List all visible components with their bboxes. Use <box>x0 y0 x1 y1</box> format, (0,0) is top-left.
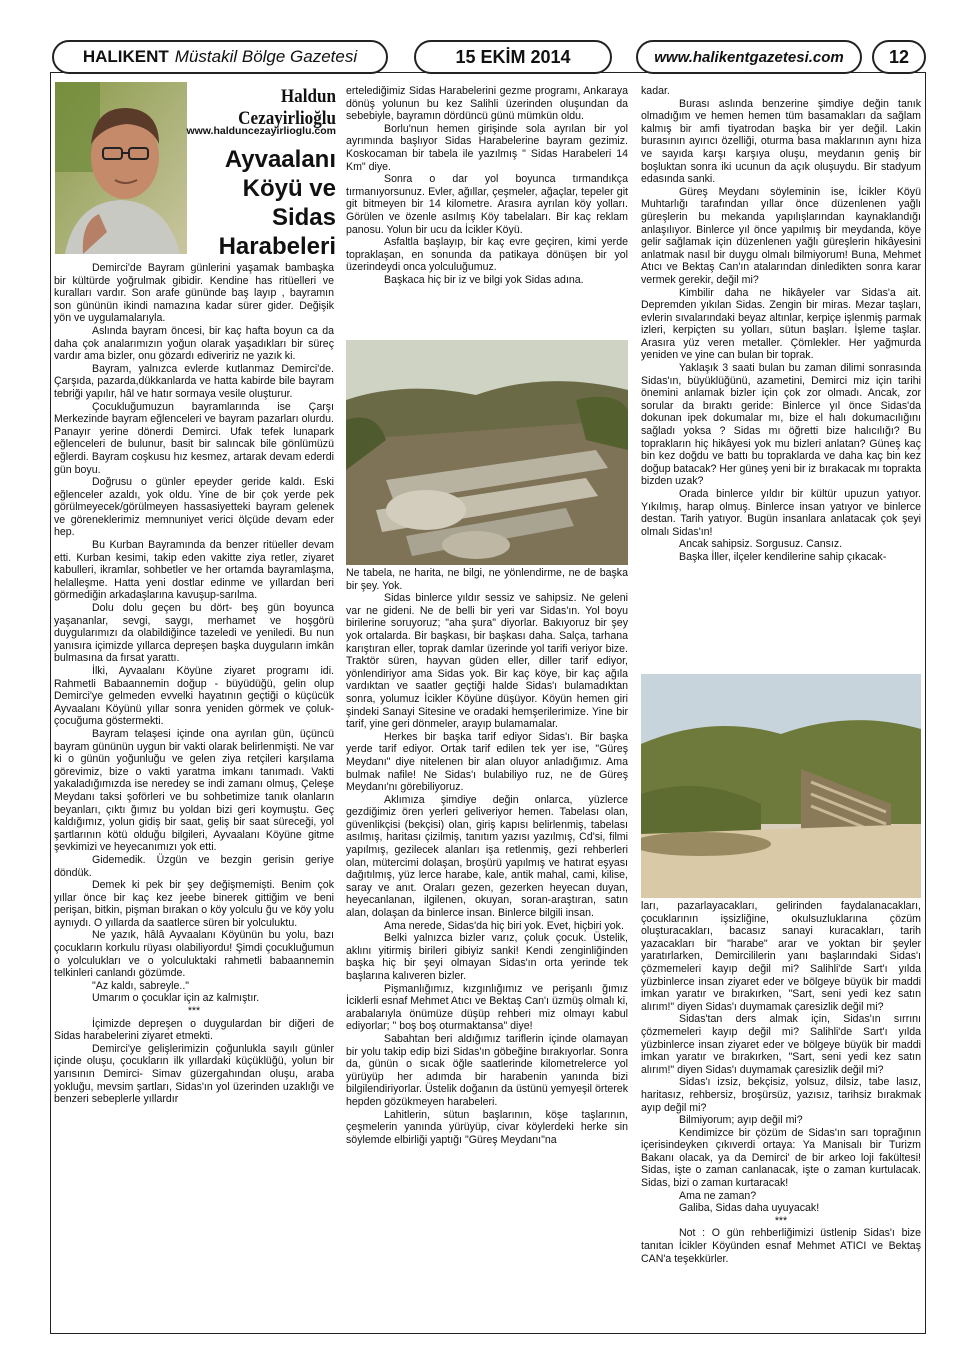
article-paragraph: Kendimizce bir çözüm de Sidas'ın sarı toprağının içerisindeyken çıkıverdi ortaya: Ya Manisalı bir Turizm Bakanı olacak, ya da Demirci' de bir arkeo loji fakültesi! Sidas, işte o zaman canlanacak, işte o zaman kurtulacak. Sidas, bizi o zaman kurtaracak! <box>641 1126 921 1190</box>
article-paragraph: Ne tabela, ne harita, ne bilgi, ne yönlendirme, ne de başka bir şey. Yok. <box>346 567 628 592</box>
article-paragraph: Sidas binlerce yıldır sessiz ve sahipsiz. Ne geleni var ne gideni. Ne de belli bir yeri var Sidas'ın. Yol boyu birilerine soruyoruz; "aha şura" diyorlar. Bakıyoruz bir şey yok ortalarda. Bir başkası, bir başkası daha. Salça, tarhana karıştıran eller, toprak damlar üzerinde yol tarifi veriyor bize. Traktör süren, hayvan güden eller, diller tarif ediyor, yönlendiriyor ama Sidas yok. Bir kaç köye, bir kaç ağıla vardıktan ve saatler geçtiği halde Sidas'ı bulamadıktan sonra, yolumuz İcikler Köyüne düşüyor. Köyün hemen giri şindeki Sanayi Sitesine ve oradaki hemşerilerimize. Yine bir tarif, yine geri dönmeler, arayıp bulamamalar. <box>346 592 628 731</box>
article-paragraph: İçimizde depreşen o duygulardan bir diğeri de Sidas harabelerini ziyaret etmekti. <box>54 1017 334 1043</box>
article-paragraph: Gidemedik. Üzgün ve bezgin gerisin geriye döndük. <box>54 853 334 879</box>
article-paragraph: Ancak sahipsiz. Sorgusuz. Cansız. <box>679 538 843 551</box>
page-number: 12 <box>888 46 910 67</box>
article-paragraph: Güreş Meydanı söyleminin ise, İcikler Köyü Muhtarlığı tarafından yıllar önce düzenlenen yağlı güreşlerin bu mekanda yapılışlarından kaynaklandığı anlaşılıyor. Binlerce yıl önce yapılmış bir meydanda, köye gelir sağlamak için düzenlenen yağlı güreşlerin hikâyesini anlatmak nasıl bir duygu olmalı bilmiyorum! Buna, Mehmet Atıcı ve Bektaş Can'ın atalarından dinledikten sonra karar vermek gerekir, değil mi? <box>641 185 921 286</box>
article-paragraph: Yaklaşık 3 saati bulan bu zaman dilimi sonrasında Sidas'ın, büyüklüğünü, azametini, Demirci miz için tarihi önemini anlamak bizler için çok zor olmadı. Ancak, zor sorular da bıraktı geride: Binlerce yıl önce Sidas'da dokunan ipek dokumalar mı, bize el halı dokumacılığını sağladı yoksa ? Sidas mı öğretti bize halıcılığı? Bu toprakların hiç hikâyesi yok mu bizleri anlatan? Güneş kaç bin kez doğdu ve battı bu topraklarda ve daha kaç bin kez doğup batacak? Her güneş yeni bir iz bırakacak mı toprakta bizden uzak? <box>641 362 921 488</box>
article-paragraph: *** <box>187 1005 201 1018</box>
article-paragraph: Çocukluğumuzun bayramlarında ise Çarşı Merkezinde bayram eğlenceleri ve bayram pazarları olurdu. Panayır yerine dönerdi Demirci. Ufak tefek lunapark eğlenceleri de bulunur, basit bir salıncak bile gönlümüzü eğlerdi. Bayram coşkusu hız kesmez, artarak devam ederdi gün boyu. <box>54 400 334 476</box>
article-column-2-top <box>346 85 628 337</box>
guresh-meydani-photo <box>641 674 921 898</box>
article-paragraph: ları, pazarlayacakları, gelirinden faydalanacakları, çocuklarının işsizliğine, okulsuzluklarına çözüm oluşturacakları, bacasız sanayi kuracakları, tarih yazacakları bir "harabe" arar ve yoktan bir şeyler yaratırlarken, Demircililerin yanı başlarındaki Sidas'ı çözmemeleri kayıp değil mi? Salihli'de Sart'ı yılda yüzbinlerce insan ziyaret eder ve bölgeye büyük bir maddi imkan yaratır ve bırakırken, "Sart, seni yedi kez satın alırım!" diyen Sidas'ı duymamak çaresizlik değil mi? <box>641 900 921 1013</box>
article-paragraph: Ama nerede, Sidas'da hiç biri yok. Evet, hiçbiri yok. <box>384 919 624 932</box>
article-paragraph: Ne yazık, hâlâ Ayvaalanı Köyünün bu yolu, bazı çocukların korkulu rüyası olabiliyordu! Şimdi çocukluğumun o yolculukları ve o yolculuktaki rahmetli babaannemin telkinleri canlandı gözümde. <box>54 929 334 980</box>
article-paragraph: Aklımıza şimdiye değin onlarca, yüzlerce gezdiğimiz ören yerleri geliveriyor hemen. Tabelası olan, güvenlikçisi (bekçisi) olan, giriş kapısı belirlenmiş, tabelası asılmış, haritası çizilmiş, tanıtım yazısı yazılmış, Cd'si, filmi yapılmış, gezilecek alanları işa retlenmiş, gezi rehberleri olan, mütercimi dolaşan, broşürü yapılmış ve hatırat eşyası dağıtılmış, yüz lerce harabe, kale, antik mahal, cami, kilise, saray ve anıt. Oraları gezen, gezerken heyecan duyan, heyecanlanan, ilgilenen, okuyan, soran-araştıran, satın alan, dolaşan da binlerce insan. Binlerce bilgili insan. <box>346 793 628 920</box>
author-name: Haldun Cezayirlioğlu <box>238 86 336 129</box>
article-paragraph: Ama ne zaman? <box>679 1189 757 1202</box>
article-paragraph: Borlu'nun hemen girişinde sola ayrılan bir yol ayrımında başlıyor Sidas Harabelerine bayram gezimiz. Koskocaman bir tabela ile yazılmış " Sidas Harabeleri 14 Km" diye. <box>346 122 628 173</box>
article-paragraph: Belki yalnızca bizler varız, çoluk çocuk. Üstelik, aklını yitirmiş birileri gibiyiz sanki! Kendi zenginliğinden başka hiç bir şeyi olmayan Sidas'ın orta yerinde tek başlarına kalıveren bizler. <box>346 932 628 982</box>
author-photo <box>55 82 187 254</box>
article-paragraph: Sonra o dar yol boyunca tırmandıkça tırmanıyorsunuz. Evler, ağıllar, çeşmeler, ağaçlar, tepeler git git bitmeyen bir 14 kilometre. Arasıra ayrılan köy yolları. Görülen ve özenle asılmış Köy tabelaları. Bir kaç reklam panosu. Yolun bir ucu da İcikler Köyü. <box>346 173 628 236</box>
article-paragraph: Kimbilir daha ne hikâyeler var Sidas'a ait. Depremden yıkılan Sidas. Zengin bir miras. Mezar taşları, evlerin sıvalarındaki beyaz altınlar, kerpiçe işlenmiş parmak izleri, kerpiçten su yolları, sütun başları. İşleme taşlar. Arasıra yüz veren metaller. Çömlekler. Her yağmurda yeniden ve yine can bulan bir toprak. <box>641 286 921 362</box>
article-column-2-bottom <box>346 567 628 1312</box>
article-paragraph: Dolu dolu geçen bu dört- beş gün boyunca yaşananlar, sevgi, saygı, merhamet ve hoşgörü duygularımızı da olabildiğince tazeledi ve yeniledi. Bu nun yanısıra içimizde yıllarca depreşen başka duyguların imkân bulmasına da fırsat yarattı. <box>54 602 334 665</box>
newspaper-website: www.halikentgazetesi.com <box>654 48 844 66</box>
article-column-3-bottom <box>641 900 921 1312</box>
headline-line: Harabeleri <box>218 233 336 260</box>
masthead-pill <box>52 40 388 74</box>
article-paragraph: Orada binlerce yıldır bir kültür upuzun yatıyor. Yıkılmış, harap olmuş. Binlerce insan yatıyor ve binlerce destan. Tarih yatıyor. Bugün insanlara anlatacak çok şeyi olmalı Sidas'ın! <box>641 488 921 538</box>
stone-steps-photo-icon <box>346 340 628 565</box>
brand-subtitle: Müstakil Bölge Gazetesi <box>174 47 358 66</box>
article-paragraph: Galiba, Sidas daha uyuyacak! <box>679 1202 820 1215</box>
article-column-3-top <box>641 85 921 671</box>
article-paragraph: Demek ki pek bir şey değişmemişti. Benim çok yıllar önce bir kaç kez jeebe binerek gittiğim ve beni perişan, bitkin, pişman bırakan o köy yolculu ğu ve köy yolu aynıydı. O yıllarda da saatlerce süren bir yolculuktu. <box>54 879 334 929</box>
article-paragraph: Herkes bir başka tarif ediyor Sidas'ı. Bir başka yerde tarif ediyor. Ortak tarif edilen tek yer ise, "Güreş Meydanı" diye nitelenen bir alan oluyor anladığımız. Ama bulmak nafile! Ne Sidas'ı bulabiliyo ruz, ne de Güreş Meydanı'nı görebiliyoruz. <box>346 730 628 794</box>
article-paragraph: Başkaca hiç bir iz ve bilgi yok Sidas adına. <box>384 273 584 286</box>
article-paragraph: ertelediğimiz Sidas Harabelerini gezme programı, Ankaraya dönüş yolunun bu kez Salihli üzerinden oluşundan da sebebiyle, bayramın dördüncü günü mümkün oldu. <box>346 85 628 123</box>
article-paragraph: "Az kaldı, sabreyle.." <box>92 979 190 992</box>
article-column-1 <box>54 262 334 1312</box>
article-paragraph: Bayram telaşesi içinde ona ayrılan gün, üçüncü bayram gününün uygun bir vakti olarak belirlenmişti. Ne var ki o günün yoğunluğu ve gelen ziya retçileri karşılama görevimiz, bize o vakti yaratma imkanı tanımadı. Vakti yakaladığımızda ise neredey se indi zamanı olmuş, Çeleşe Meydanı taksi şoförleri ve bu sohbetimize tanık olanların beyanları, çıktı ğımız bu yoldan bizi geri koymuştu. Geç kaldığımız, yolun gidiş bir saat, geliş bir saat süreceği, yol şartlarının kötü olduğu bilgileri, Ayvaalanı Köyüne gitme şevkimizi ve heyecanımızı yok etti. <box>54 727 334 854</box>
article-paragraph: Demirci'de Bayram günlerini yaşamak bambaşka bir kültürde yoğrulmak gibidir. Kendine has ritüelleri ve kuralları vardır. Son arafe gününde baş layıp , bayramın son gününün ikindi namazına kadar sürer gider. Değişik yön ve uygulamalarıyla. <box>54 262 334 325</box>
headline-line: Köyü ve <box>242 175 336 202</box>
article-paragraph: İlki, Ayvaalanı Köyüne ziyaret programı idi. Rahmetli Babaannemin doğup - büyüdüğü, gelin olup Demirci'ye gelmeden evvelki hayatının geçtiği o küçücük Ayvaalanı Köyünü yıllar sonra yeniden görmek ve çoluk-çocuğuma göstermekti. <box>54 665 334 728</box>
article-paragraph: *** <box>774 1214 788 1227</box>
author-website: www.halduncezayirlioglu.com <box>186 125 336 137</box>
article-paragraph: Umarım o çocuklar için az kalmıştır. <box>92 992 260 1005</box>
article-paragraph: Bu Kurban Bayramında da benzer ritüeller devam etti. Kurban kesimi, takip eden vakitte ziya retler, ziyaret kabulleri, ikramlar, sohbetler ve her ortamda bayramlaşma, helalleşme. Hatta yeni dostlar edinme ve yıllardan beri görmediğin arkadaşlarına kavuşup-sarılma. <box>54 539 334 602</box>
article-paragraph: Lahitlerin, sütun başlarının, köşe taşlarının, çeşmelerin yanında yürüyüp, civar köylerdeki herke sin söylemde elbirliği yaptığı "Güreş Meydanı"na <box>346 1108 628 1146</box>
article-paragraph: Pişmanlığımız, kızgınlığımız ve perişanlı ğımız İciklerli esnaf Mehmet Atıcı ve Bektaş Can'ı üzmüş olmalı ki, arabalarıyla önümüze düşüp rehberi miz olmayı kabul ediyorlar; " boş boş oturmaktansa" diye! <box>346 982 628 1033</box>
amphitheater-photo-icon <box>641 674 921 898</box>
article-paragraph: Bayram, yalnızca evlerde kutlanmaz Demirci'de. Çarşıda, pazarda,dükkanlarda ve hatta kabirde bile bayram tebriği yapılır, hâl ve hatır sormaya vesile oluşturur. <box>54 362 334 400</box>
headline-line: Ayvaalanı <box>224 146 336 173</box>
article-paragraph: Sidas'tan ders almak için, Sidas'ın sırrını çözmemeleri kayıp değil mi? Salihli'de Sart'ı yılda yüzbinlerce insan ziyaret eder ve bölgeye büyük bir maddi imkan yaratır ve bırakırken, "Sart, seni yedi kez satın alırım!" diyen Sidas'ı duymamak çaresizlik değil mi? <box>641 1013 921 1076</box>
article-paragraph: Bilmiyorum; ayıp değil mi? <box>679 1114 803 1127</box>
article-paragraph: Burası aslında benzerine şimdiye değin tanık olmadığım ve hemen hemen tüm basamakları da sağlam kalmış bir amfi tiyatrodan başka bir yer değil. Lakin burasının ayırıcı özelliği, oturma basa maklarının aynı hiza ve sayıda karşı karşıya oluşu, meydanın geniş bir boşluktan sonra iki ucunun da açık oluşuydu. Bir stadyum edasında sanki. <box>641 97 921 186</box>
author-portrait-icon <box>55 82 187 254</box>
article-paragraph: Asfaltla başlayıp, bir kaç evre geçiren, kimi yerde topraklaşan, en sonunda da patikaya dönüşen bir yol üzerindeydi onca yolculuğumuz. <box>346 236 628 274</box>
headline-line: Sidas <box>271 204 336 231</box>
article-paragraph: Aslında bayram öncesi, bir kaç hafta boyun ca da daha çok analarımızın yoğun olarak yaşadıkları bir süreç vardır ama bizler, onu gözardı ediveririz ne yazık ki. <box>54 324 334 363</box>
ruins-stairs-photo <box>346 340 628 565</box>
article-paragraph: Doğrusu o günler epeyder geride kaldı. Eski eğlenceler azaldı, yok oldu. Yine de bir çok yerde pek görülmeyecek/görülmeyen hassasiyetteki bayram gelenek ve göreneklerimiz memnuniyet verici ölçüde devam eder hep. <box>54 476 334 539</box>
article-headline <box>186 145 336 261</box>
article-paragraph: Başka İller, ilçeler kendilerine sahip çıkacak- <box>679 550 887 563</box>
article-paragraph: Not : O gün rehberliğimizi üstlenip Sidas'ı bize tanıtan İcikler Köyünden esnaf Mehmet ATICI ve Bektaş CAN'a teşekkürler. <box>641 1227 921 1265</box>
date-pill <box>414 40 612 74</box>
article-paragraph: Sabahtan beri aldığımız tariflerin içinde olamayan bir yolu takip edip bizi Sidas'ın göbeğine bırakıyorlar. Sonra da, günün o sıcak öğle saatlerinde kilometrelerce yol yürüyüp her adımda bir harabenin yanında bizi bilgilendiriyorlar. Üstelik doğanın da üstünü yemyeşil örterek hepden gözükmeyen harabeleri. <box>346 1032 628 1108</box>
article-paragraph: Sidas'ı izsiz, bekçisiz, yolsuz, dilsiz, tabe lasız, haritasız, rehbersiz, broşürsüz, yazısız, tarihsiz bırakmak ayıp değil mi? <box>641 1076 921 1114</box>
page-number-pill <box>872 40 926 74</box>
website-pill <box>636 40 862 74</box>
article-paragraph: kadar. <box>641 85 670 97</box>
article-paragraph: Demirci'ye gelişlerimizin çoğunlukla sayılı günler içinde oluşu, çocukların ilk yıllardaki küçüklüğü, yolun bir yarısının Demirci- Simav güzergahından oluşu, araba yokluğu, mevsim şartları, Sidas'ın yol üzerinden uzaklığı ve benzeri sebeplerle yıllardır <box>54 1042 334 1106</box>
issue-date: 15 EKİM 2014 <box>455 46 571 67</box>
brand-name: HALIKENT <box>82 47 169 66</box>
